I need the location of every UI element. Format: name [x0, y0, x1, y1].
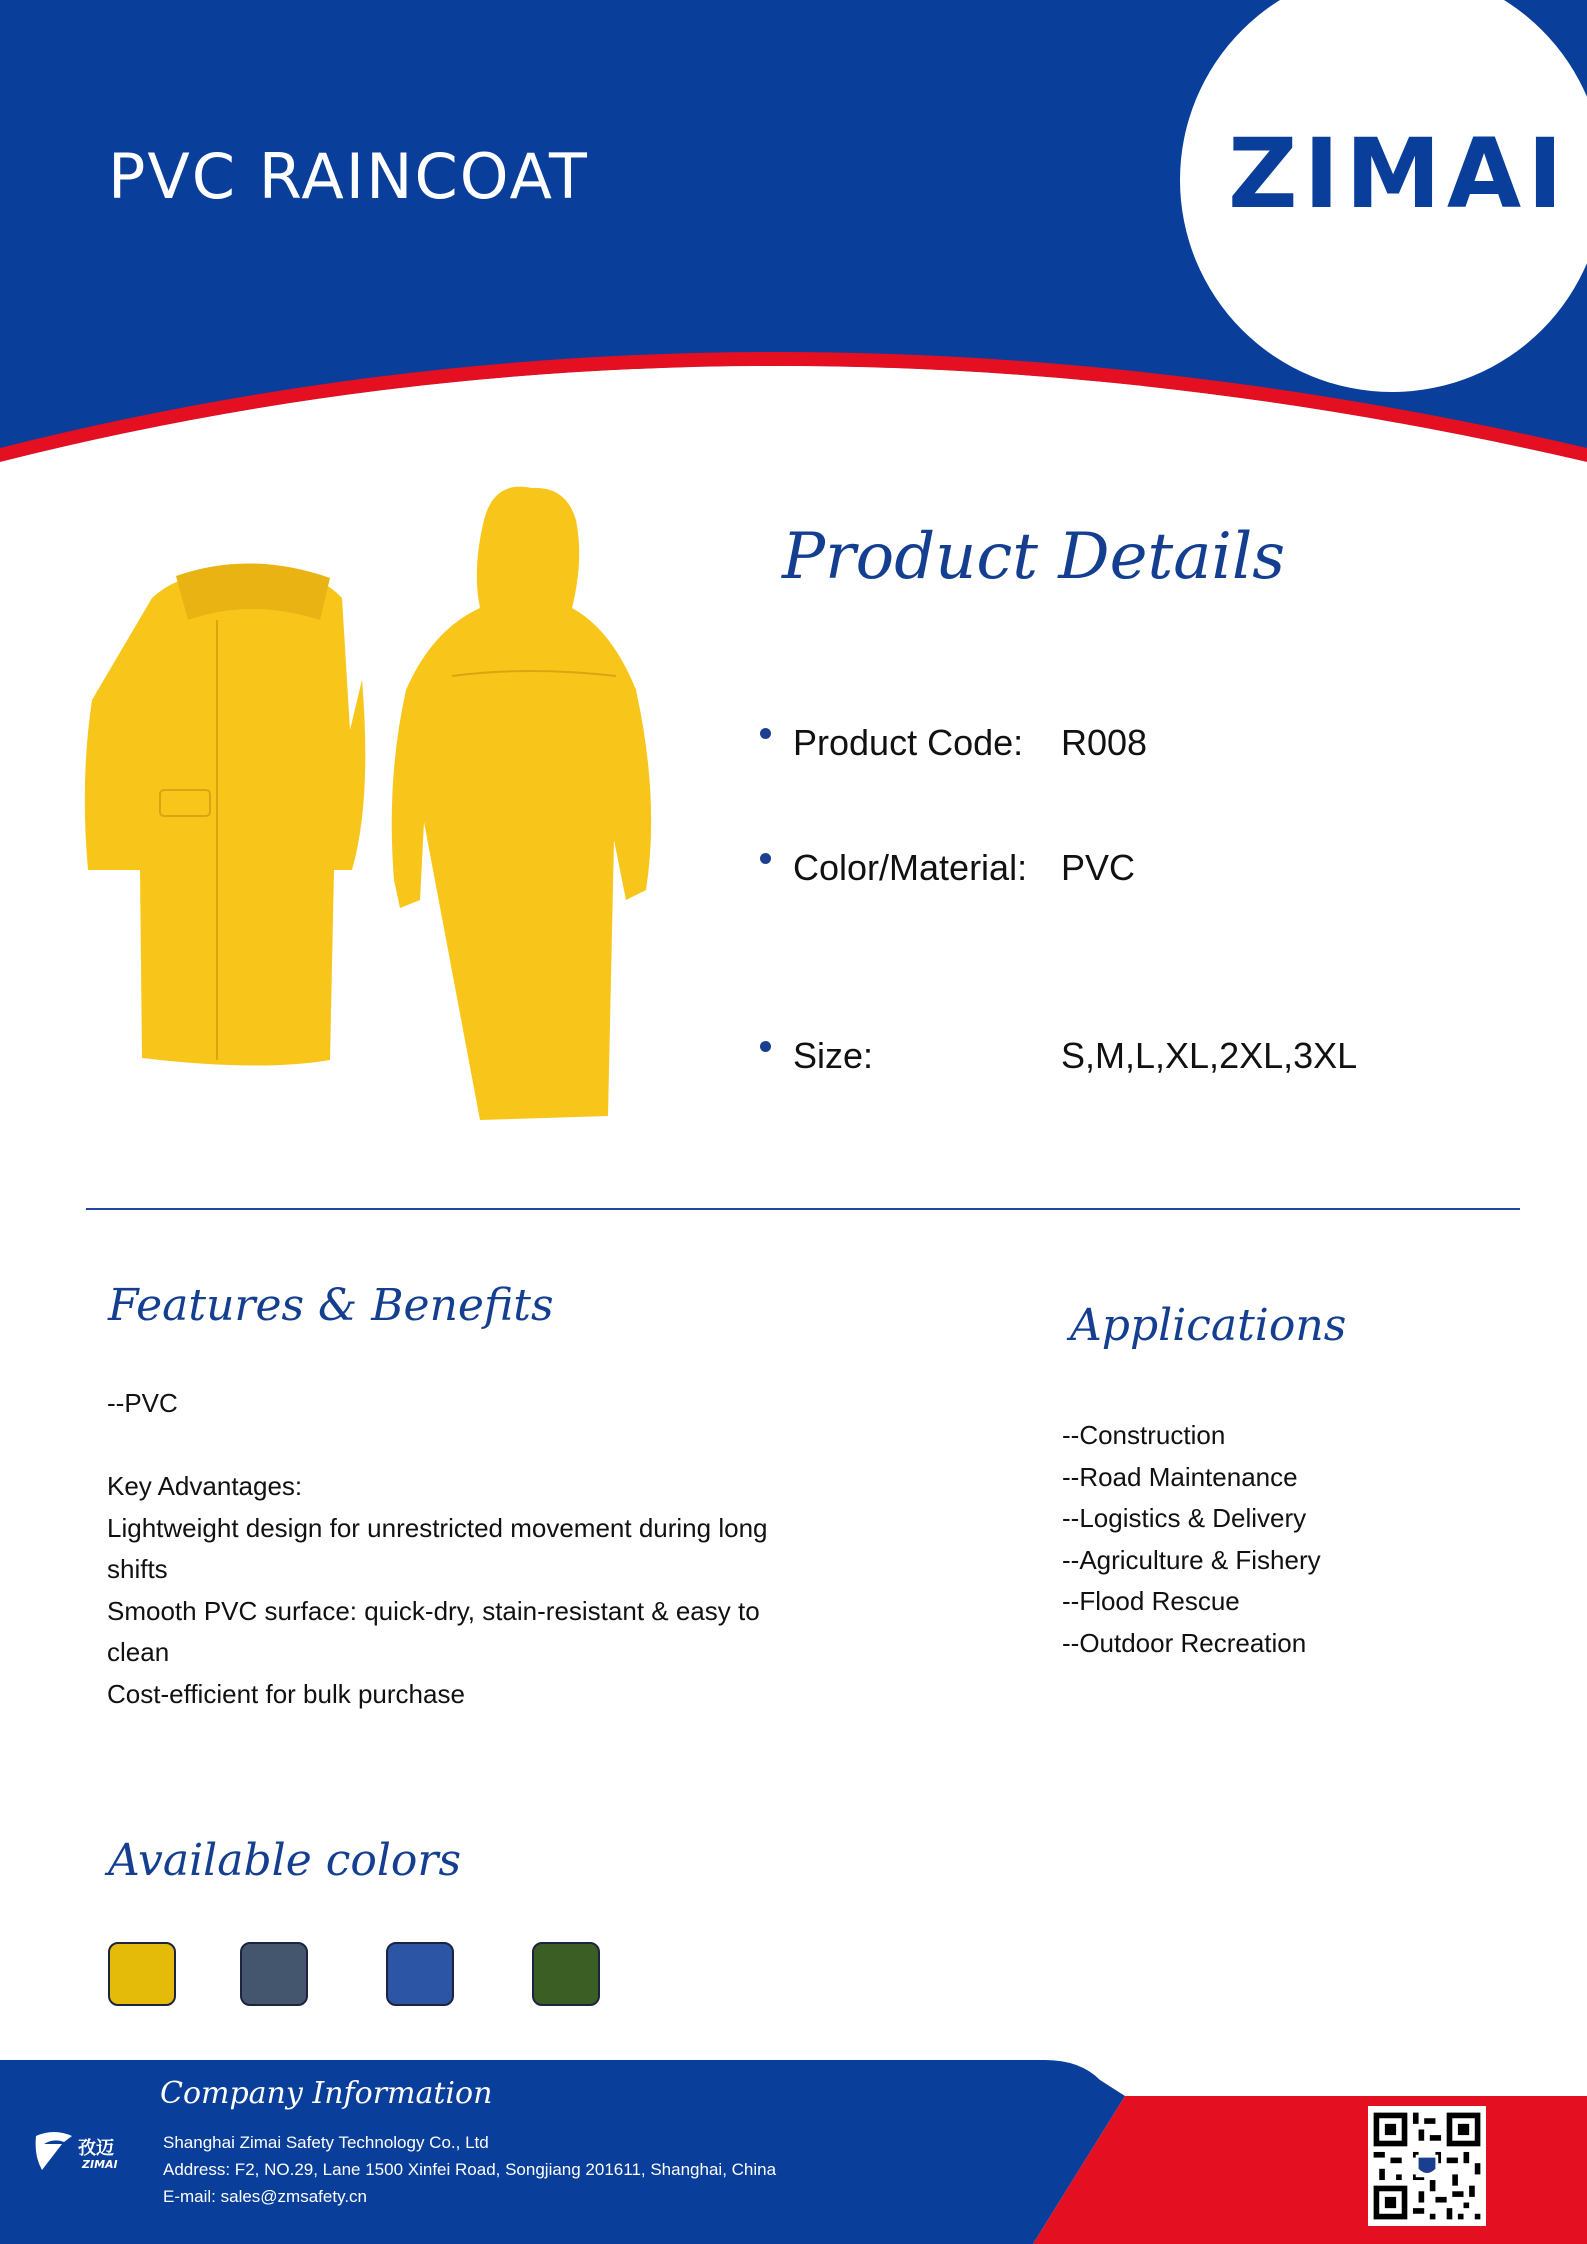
bullet-icon [760, 853, 771, 864]
bullet-icon [760, 1041, 771, 1052]
application-item: --Construction [1062, 1420, 1226, 1450]
available-colors-title: Available colors [108, 1835, 462, 1886]
bullet-icon [760, 728, 771, 739]
application-item: --Agriculture & Fishery [1062, 1544, 1321, 1575]
applications-title: Applications [1070, 1300, 1347, 1351]
feature-line: --PVC [107, 1388, 178, 1418]
features-title: Features & Benefits [108, 1280, 554, 1331]
application-item: --Road Maintenance [1062, 1461, 1298, 1492]
raincoat-back-image [392, 487, 651, 1120]
feature-line [107, 1425, 827, 1467]
detail-row-product-code [760, 722, 1147, 764]
detail-value: PVC [1061, 847, 1136, 888]
detail-value: S,M,L,XL,2XL,3XL [1061, 1035, 1358, 1076]
qr-code-icon[interactable] [1368, 2106, 1486, 2226]
raincoat-images [80, 480, 680, 1120]
detail-label: Size: [793, 1035, 874, 1076]
company-info-title: Company Information [160, 2076, 493, 2111]
detail-label: Product Code: [793, 722, 1024, 763]
application-item: --Outdoor Recreation [1062, 1627, 1307, 1658]
feature-line: shifts [107, 1554, 168, 1584]
feature-line: clean [107, 1637, 170, 1667]
detail-label: Color/Material: [793, 847, 1028, 888]
feature-line: Key Advantages: [107, 1471, 303, 1501]
applications-list [1062, 1415, 1522, 1664]
brand-logo: ZIMAI [1228, 118, 1569, 230]
feature-line: Smooth PVC surface: quick-dry, stain-resistant & easy to [107, 1595, 760, 1626]
page-title: PVC RAINCOAT [108, 140, 589, 213]
raincoat-front-image [85, 563, 366, 1065]
footer-logo-en: ZIMAI [82, 2158, 118, 2171]
header-banner [0, 0, 1587, 470]
color-swatch-blue [386, 1942, 454, 2006]
detail-row-size [760, 1035, 1357, 1077]
section-divider [86, 1208, 1520, 1210]
feature-line: Cost-efficient for bulk purchase [107, 1678, 465, 1709]
feature-line: Lightweight design for unrestricted movement during long [107, 1512, 768, 1543]
company-email: E-mail: sales@zmsafety.cn [163, 2187, 367, 2206]
shield-logo-icon [34, 2130, 74, 2176]
color-swatch-green [532, 1942, 600, 2006]
color-swatch-yellow [108, 1942, 176, 2006]
company-name: Shanghai Zimai Safety Technology Co., Ltd [163, 2133, 489, 2152]
features-list [107, 1383, 827, 1715]
company-address: Address: F2, NO.29, Lane 1500 Xinfei Road, Songjiang 201611, Shanghai, China [163, 2160, 777, 2179]
application-item: --Logistics & Delivery [1062, 1503, 1307, 1533]
footer-logo [34, 2130, 118, 2181]
application-item: --Flood Rescue [1062, 1586, 1240, 1616]
footer-logo-cn: 孜迈 [78, 2138, 114, 2159]
detail-row-color-material [760, 847, 1135, 889]
product-details-title: Product Details [782, 520, 1286, 594]
detail-value: R008 [1061, 722, 1148, 763]
color-swatch-slate [240, 1942, 308, 2006]
